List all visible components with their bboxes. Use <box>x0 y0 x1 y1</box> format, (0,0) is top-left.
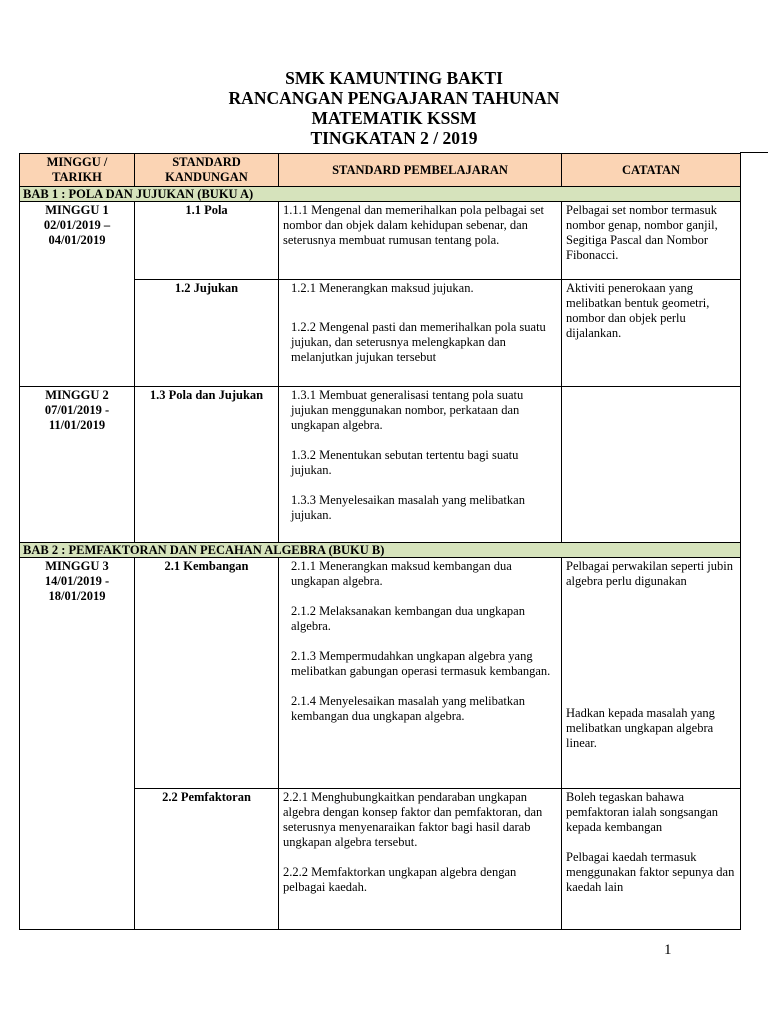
learning-standard-item: 1.2.2 Mengenal pasti dan memerihalkan pola suatu jujukan, dan seterusnya melengkapkan dan melanjutkan jujukan tersebut <box>291 320 546 364</box>
table-row <box>20 558 741 789</box>
remarks-item: Boleh tegaskan bahawa pemfaktoran ialah songsangan kepada kembangan <box>566 790 719 834</box>
remarks <box>562 387 741 543</box>
col-header-minggu: MINGGU / TARIKH <box>20 154 135 187</box>
chapter-row <box>20 543 741 558</box>
week-dates: 02/01/2019 – 04/01/2019 <box>43 218 111 247</box>
remarks: Pelbagai set nombor termasuk nombor genap, nombor ganjil, Segitiga Pascal dan Nombor Fibonacci. <box>562 202 741 280</box>
learning-standard-item: 1.3.3 Menyelesaikan masalah yang melibatkan jujukan. <box>291 493 525 522</box>
school-name: SMK KAMUNTING BAKTI <box>285 68 503 88</box>
page-number: 1 <box>664 942 672 958</box>
remarks-item: Pelbagai perwakilan seperti jubin algebra perlu digunakan <box>566 559 733 588</box>
remarks <box>562 558 741 789</box>
col-header-standard-kandungan: STANDARD KANDUNGAN <box>135 154 279 187</box>
week-cell <box>20 387 135 543</box>
week-label: MINGGU 3 <box>45 559 109 573</box>
week-dates: 14/01/2019 - 18/01/2019 <box>44 574 110 603</box>
learning-standard <box>279 387 562 543</box>
content-standard: 2.1 Kembangan <box>135 558 279 789</box>
document-title: RANCANGAN PENGAJARAN TAHUNAN <box>228 88 560 108</box>
remarks-item: Pelbagai kaedah termasuk menggunakan faktor sepunya dan kaedah lain <box>566 850 735 894</box>
header-rule <box>740 152 768 153</box>
content-standard: 1.1 Pola <box>135 202 279 280</box>
remarks-item: Hadkan kepada masalah yang melibatkan ungkapan algebra linear. <box>566 706 715 750</box>
learning-standard <box>279 558 562 789</box>
chapter-title: BAB 2 : PEMFAKTORAN DAN PECAHAN ALGEBRA (BUKU B) <box>20 543 741 558</box>
learning-standard-item: 2.2.2 Memfaktorkan ungkapan algebra dengan pelbagai kaedah. <box>283 865 517 894</box>
learning-standard-item: 1.3.2 Menentukan sebutan tertentu bagi suatu jujukan. <box>291 448 519 477</box>
content-standard: 2.2 Pemfaktoran <box>135 789 279 930</box>
table-row <box>20 387 741 543</box>
learning-standard-item: 1.3.1 Membuat generalisasi tentang pola suatu jujukan menggunakan nombor, perkataan dan ungkapan algebra. <box>291 388 524 432</box>
form-year: TINGKATAN 2 / 2019 <box>310 128 478 148</box>
remarks: Aktiviti penerokaan yang melibatkan bentuk geometri, nombor dan objek perlu dijalankan. <box>562 280 741 387</box>
learning-standard: 1.1.1 Mengenal dan memerihalkan pola pelbagai set nombor dan objek dalam kehidupan sebenar, dan seterusnya membuat rumusan tentang pola. <box>279 202 562 280</box>
learning-standard <box>279 789 562 930</box>
learning-standard-item: 1.2.1 Menerangkan maksud jujukan. <box>291 281 474 295</box>
remarks <box>562 789 741 930</box>
lesson-plan-table <box>19 153 741 930</box>
table-row <box>20 202 741 280</box>
table-header-row <box>20 154 741 187</box>
learning-standard-item: 2.1.3 Mempermudahkan ungkapan algebra yang melibatkan gabungan operasi termasuk kembangan. <box>291 649 551 678</box>
week-cell <box>20 558 135 930</box>
col-header-standard-pembelajaran: STANDARD PEMBELAJARAN <box>279 154 562 187</box>
content-standard: 1.3 Pola dan Jujukan <box>135 387 279 543</box>
learning-standard-item: 2.1.4 Menyelesaikan masalah yang melibatkan kembangan dua ungkapan algebra. <box>291 694 525 723</box>
col-header-catatan: CATATAN <box>562 154 741 187</box>
chapter-row <box>20 187 741 202</box>
learning-standard-item: 2.1.2 Melaksanakan kembangan dua ungkapan algebra. <box>291 604 525 633</box>
subject-title: MATEMATIK KSSM <box>311 108 477 128</box>
week-dates: 07/01/2019 - 11/01/2019 <box>44 403 110 432</box>
content-standard: 1.2 Jujukan <box>135 280 279 387</box>
learning-standard-item: 2.1.1 Menerangkan maksud kembangan dua ungkapan algebra. <box>291 559 512 588</box>
week-cell <box>20 202 135 387</box>
learning-standard-item: 2.2.1 Menghubungkaitkan pendaraban ungkapan algebra dengan konsep faktor dan pemfaktoran, dan seterusnya menyenaraikan faktor bagi hasil darab ungkapan algebra tersebut. <box>283 790 543 849</box>
week-label: MINGGU 1 <box>45 203 109 217</box>
learning-standard <box>279 280 562 387</box>
chapter-title: BAB 1 : POLA DAN JUJUKAN (BUKU A) <box>20 187 741 202</box>
week-label: MINGGU 2 <box>45 388 109 402</box>
